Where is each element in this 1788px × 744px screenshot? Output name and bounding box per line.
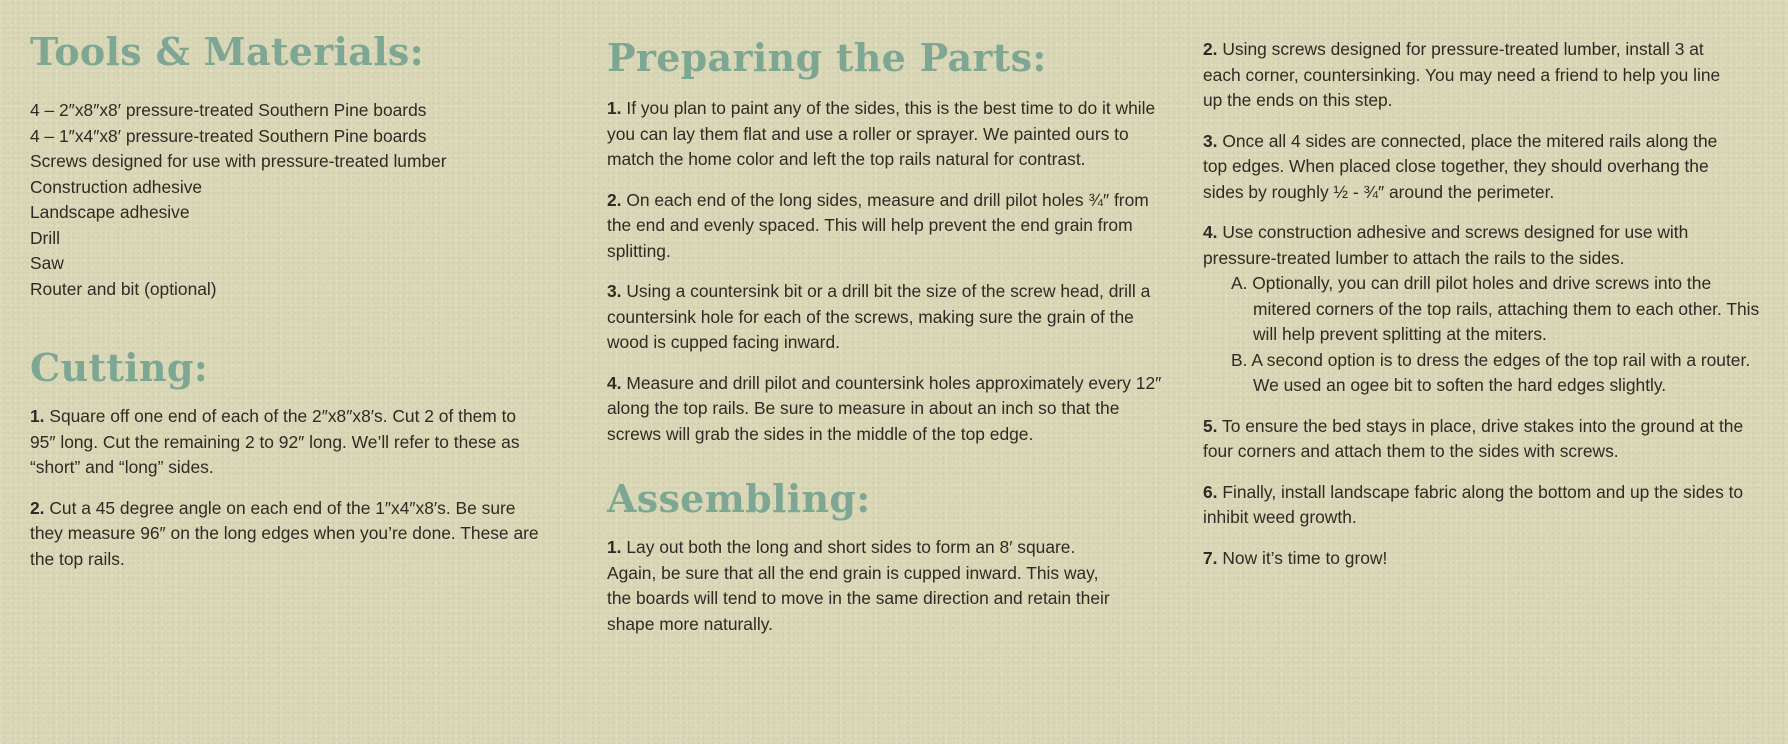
step-text: Once all 4 sides are connected, place the mitered rails along the top edges. When placed close together, they should overhang the sides by roughly ½ - ¾″ around the perimeter. (1203, 130, 1718, 202)
step-number: 4. (607, 372, 622, 393)
preparing-step-1 (607, 96, 1167, 173)
step-text: If you plan to paint any of the sides, this is the best time to do it while you can lay them flat and use a roller or sprayer. We painted ours to match the home color and left the top rails natural for contrast. (607, 98, 1156, 169)
step-number: 2. (607, 189, 622, 210)
assembling-step-2 (1203, 37, 1733, 114)
substep-text: A second option is to dress the edges of the top rail with a router. We used an ogee bit to soften the hard edges slightly. (1251, 349, 1751, 395)
assembling-substep-a (1231, 271, 1763, 348)
step-text: Measure and drill pilot and countersink holes approximately every 12″ along the top rails. Be sure to measure in about an inch so that the screws will grab the sides in the middle of the top edge. (607, 372, 1162, 444)
step-number: 1. (30, 406, 45, 426)
step-number: 4. (1203, 222, 1218, 242)
assembling-heading: Assembling: (607, 476, 871, 521)
step-text: Lay out both the long and short sides to form an 8′ square. Again, be sure that all the end grain is cupped inward. This way, the boards will tend to move in the same direction and retain their shape more naturally. (607, 537, 1110, 634)
cutting-step-1 (30, 404, 540, 481)
step-number: 7. (1203, 547, 1218, 568)
list-item: Landscape adhesive (30, 202, 190, 222)
preparing-step-3 (607, 279, 1167, 356)
list-item: Screws designed for use with pressure-treated lumber (30, 151, 447, 171)
substep-text: Optionally, you can drill pilot holes and drive screws into the mitered corners of the top rails, attaching them to each other. This will help prevent splitting at the miters. (1252, 273, 1760, 344)
cutting-step-2 (30, 496, 540, 573)
substep-label: A. (1231, 273, 1248, 293)
list-item: Saw (30, 253, 64, 273)
step-number: 1. (607, 98, 622, 118)
step-number: 3. (607, 281, 622, 301)
assembling-substep-b (1231, 348, 1753, 399)
substep-label: B. (1231, 349, 1248, 370)
preparing-heading: Preparing the Parts: (607, 35, 1047, 80)
step-text: Square off one end of each of the 2″x8″x8′s. Cut 2 of them to 95″ long. Cut the remaining 2 to 92″ long. We’ll refer to these as “short” and “long” sides. (30, 406, 520, 477)
step-number: 2. (1203, 39, 1218, 59)
list-item: Construction adhesive (30, 176, 203, 197)
assembling-step-1 (607, 535, 1127, 637)
tools-materials-heading: Tools & Materials: (30, 29, 424, 74)
list-item: 4 – 1″x4″x8′ pressure-treated Southern Pine boards (30, 125, 427, 146)
assembling-step-5 (1203, 414, 1748, 465)
step-text: On each end of the long sides, measure and drill pilot holes ¾″ from the end and evenly spaced. This will help prevent the end grain from splitting. (607, 189, 1149, 261)
step-number: 2. (30, 497, 45, 518)
step-text: Using screws designed for pressure-treated lumber, install 3 at each corner, countersinking. You may need a friend to help you line up the ends on this step. (1203, 39, 1721, 110)
assembling-step-4 (1203, 220, 1733, 271)
preparing-step-2 (607, 188, 1167, 265)
preparing-step-4 (607, 371, 1167, 448)
step-number: 5. (1203, 415, 1218, 436)
assembling-step-3 (1203, 129, 1733, 206)
middle-column (607, 0, 1167, 637)
left-column (30, 0, 550, 572)
assembling-step-7 (1203, 546, 1763, 572)
step-number: 3. (1203, 130, 1218, 151)
step-number: 6. (1203, 481, 1218, 502)
list-item: Router and bit (optional) (30, 278, 217, 299)
step-text: Now it’s time to grow! (1222, 547, 1388, 568)
step-number: 1. (607, 537, 622, 557)
step-text: Use construction adhesive and screws designed for use with pressure-treated lumber to attach the rails to the sides. (1203, 222, 1689, 268)
right-column (1203, 0, 1763, 571)
step-text: Using a countersink bit or a drill bit the size of the screw head, drill a countersink hole for each of the screws, making sure the grain of the wood is cupped facing inward. (607, 281, 1151, 352)
step-text: Cut a 45 degree angle on each end of the 1″x4″x8′s. Be sure they measure 96″ on the long edges when you’re done. These are the top rails. (30, 497, 539, 569)
list-item: 4 – 2″x8″x8′ pressure-treated Southern Pine boards (30, 100, 427, 120)
materials-list (30, 98, 550, 302)
assembling-step-6 (1203, 480, 1748, 531)
list-item: Drill (30, 227, 60, 248)
step-text: To ensure the bed stays in place, drive stakes into the ground at the four corners and attach them to the sides with screws. (1203, 415, 1744, 461)
step-text: Finally, install landscape fabric along the bottom and up the sides to inhibit weed growth. (1203, 481, 1744, 527)
cutting-heading: Cutting: (30, 345, 209, 390)
